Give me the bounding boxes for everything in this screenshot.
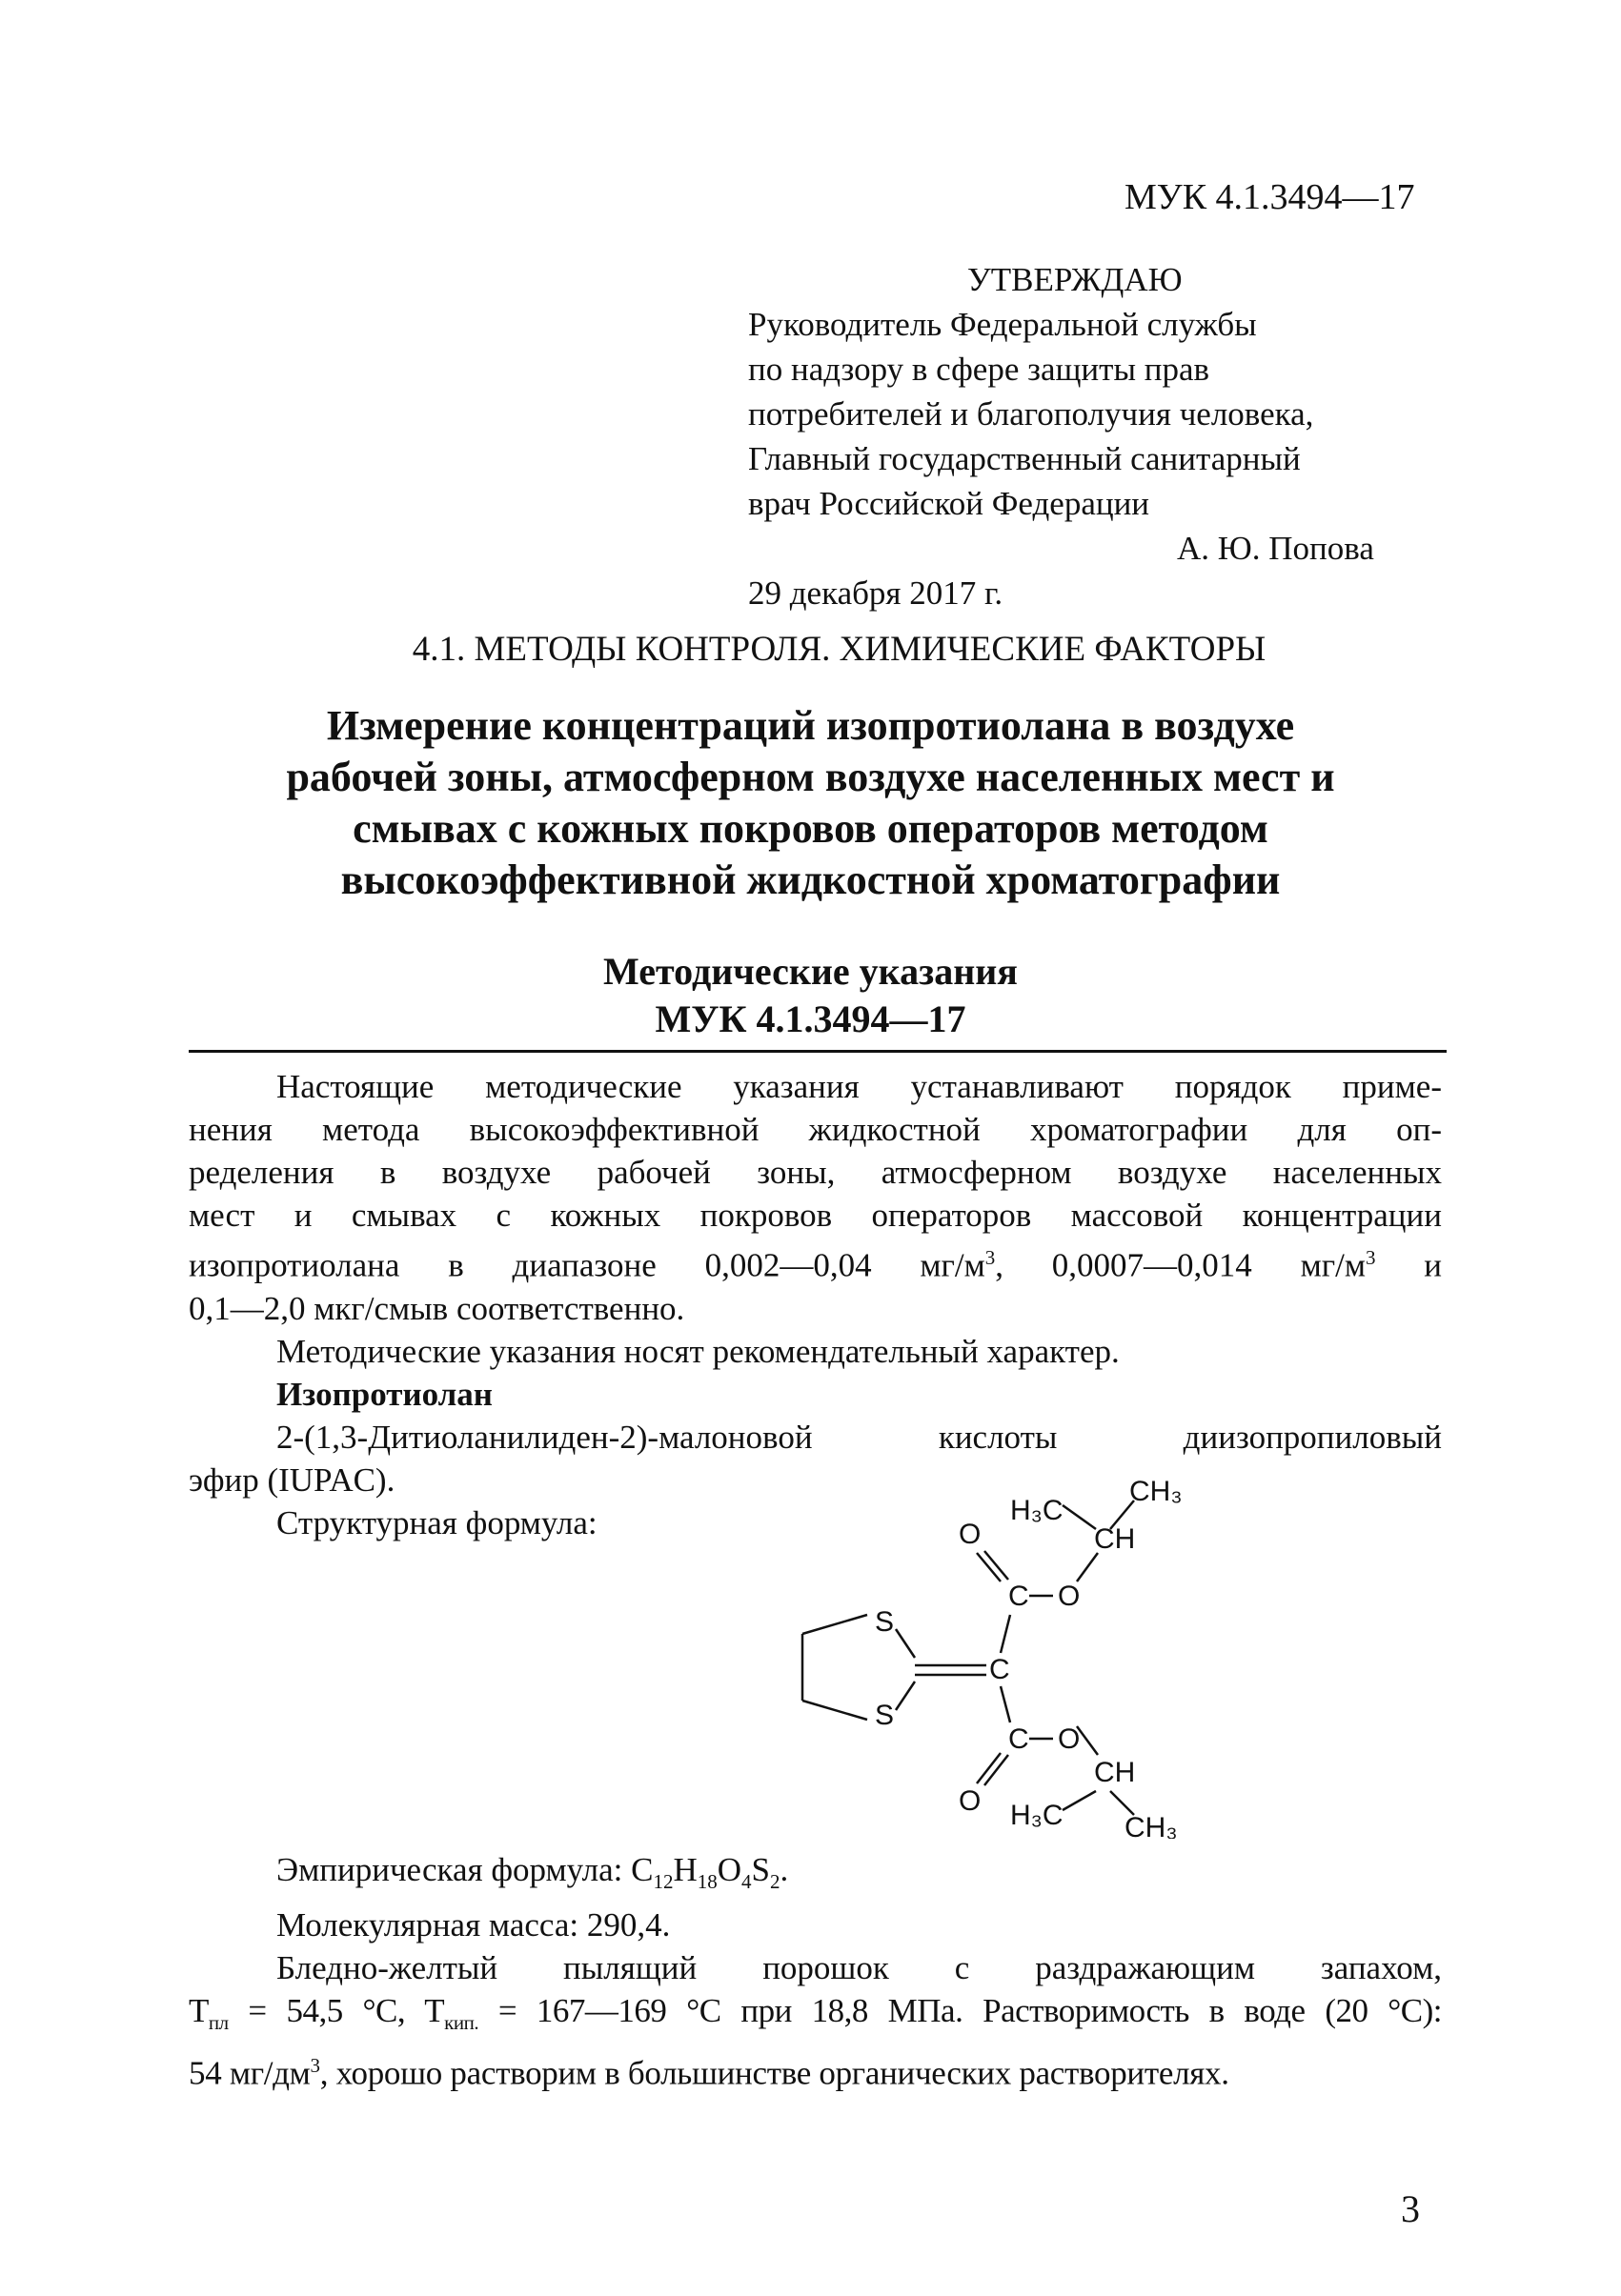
sulfur-atom: S <box>875 1606 895 1638</box>
range-text: , 0,0007—0,014 мг/м <box>995 1246 1366 1284</box>
element: H <box>673 1851 698 1888</box>
intro-paragraph <box>189 1065 1442 1544</box>
molar-mass: Молекулярная масса: 290,4. <box>276 1906 671 1944</box>
subscript: 4 <box>741 1870 752 1893</box>
oxygen-atom: O <box>1058 1581 1081 1612</box>
doc-type-block <box>191 948 1430 1043</box>
page-number: 3 <box>1401 2187 1420 2230</box>
approval-line: потребителей и благополучия человека, <box>748 395 1314 433</box>
intro-line: нения метода высокоэффективной жидкостной хроматографии для оп- <box>189 1111 1442 1148</box>
methyl-group: H₃C <box>1010 1495 1064 1526</box>
approval-line: Главный государственный санитарный <box>748 440 1301 477</box>
carbon-atom: C <box>989 1654 1010 1685</box>
methyl-group: CH₃ <box>1129 1477 1183 1507</box>
structural-formula <box>791 1477 1239 1839</box>
intro-line: ределения в воздухе рабочей зоны, атмосферном воздухе населенных <box>189 1154 1442 1191</box>
unit-superscript: 3 <box>310 2054 320 2077</box>
description-line: Бледно-желтый пылящий порошок с раздражающим запахом, <box>276 1949 1442 1986</box>
carbon-atom: C <box>1008 1723 1029 1755</box>
title-line: рабочей зоны, атмосферном воздухе населенных мест и <box>286 754 1335 800</box>
approval-date: 29 декабря 2017 г. <box>748 574 1003 612</box>
unit-superscript: 3 <box>1365 1246 1376 1269</box>
empirical-label: Эмпирическая формула: <box>276 1851 632 1888</box>
subscript: 18 <box>697 1870 718 1893</box>
range-text: и <box>1375 1246 1442 1284</box>
element: S <box>751 1851 770 1888</box>
subscript: 12 <box>653 1870 674 1893</box>
title-line: Измерение концентраций изопротиолана в воздухе <box>326 702 1295 749</box>
range-text: изопротиолана в диапазоне 0,002—0,04 мг/м <box>189 1246 985 1284</box>
title-line: смывах с кожных покровов операторов методом <box>353 805 1268 852</box>
approval-line: Руководитель Федеральной службы <box>748 306 1257 343</box>
iupac-name: 2-(1,3-Дитиоланилиден-2)-малоновой кислоты диизопропиловый <box>276 1418 1442 1456</box>
structure-label: Структурная формула: <box>276 1503 598 1541</box>
intro-line: Настоящие методические указания устанавливают порядок приме- <box>276 1068 1442 1105</box>
sulfur-atom: S <box>875 1700 895 1731</box>
oxygen-atom: O <box>959 1785 982 1817</box>
unit-superscript: 3 <box>984 1246 996 1269</box>
temp-value: = 167—169 °C при 18,8 МПа. Растворимость в воде (20 °C): <box>478 1992 1442 2029</box>
period: . <box>780 1851 789 1888</box>
properties-paragraph <box>189 1848 1442 2095</box>
recommendation-note: Методические указания носят рекомендательный характер. <box>276 1332 1120 1370</box>
intro-last-line: 0,1—2,0 мкг/смыв соответственно. <box>189 1289 685 1327</box>
double-bond <box>915 1665 986 1675</box>
approval-block <box>748 257 1374 615</box>
oxygen-atom: O <box>1058 1723 1081 1755</box>
description-line <box>189 1989 1442 2044</box>
intro-line: мест и смывах с кожных покровов операторов массовой концентрации <box>189 1197 1442 1234</box>
carbon-atom: C <box>1008 1581 1029 1612</box>
document-code: МУК 4.1.3494—17 <box>1125 177 1415 217</box>
description-line <box>189 2044 1442 2095</box>
title-line: высокоэффективной жидкостной хроматографии <box>340 856 1281 903</box>
main-title <box>191 700 1430 906</box>
section-heading: 4.1. МЕТОДЫ КОНТРОЛЯ. ХИМИЧЕСКИЕ ФАКТОРЫ <box>412 630 1266 669</box>
substance-name: Изопротиолан <box>276 1375 493 1413</box>
subscript: 2 <box>769 1870 780 1893</box>
methyl-group: H₃C <box>1010 1800 1064 1831</box>
solubility-value: 54 мг/дм <box>189 2054 311 2092</box>
temp-subscript: кип. <box>444 2011 479 2034</box>
temp-subscript: пл <box>208 2011 229 2034</box>
temp-symbol: T <box>424 1992 445 2029</box>
methyl-group: CH₃ <box>1125 1812 1178 1839</box>
ch-group: CH <box>1094 1523 1136 1555</box>
title-divider <box>189 1050 1447 1053</box>
ch-group: CH <box>1094 1757 1136 1788</box>
empirical-formula <box>189 1848 1442 1903</box>
atom-labels <box>875 1477 1183 1839</box>
doc-type-code: МУК 4.1.3494—17 <box>655 997 966 1040</box>
approval-line: по надзору в сфере защиты прав <box>748 351 1210 388</box>
oxygen-atom: O <box>959 1519 982 1550</box>
intro-range-line <box>189 1237 1442 1287</box>
solubility-text: , хорошо растворим в большинстве органических растворителях. <box>319 2054 1229 2092</box>
iupac-name-cont: эфир (IUPAC). <box>189 1460 395 1499</box>
approval-line: врач Российской Федерации <box>748 485 1150 522</box>
dithiolane-ring <box>802 1615 915 1720</box>
element: C <box>631 1851 654 1888</box>
approval-title: УТВЕРЖДАЮ <box>967 261 1183 298</box>
temp-value: = 54,5 °C, <box>228 1992 425 2029</box>
temp-symbol: T <box>189 1992 209 2029</box>
element: O <box>717 1851 742 1888</box>
doc-type-label: Методические указания <box>603 950 1018 993</box>
approval-signer: А. Ю. Попова <box>1177 530 1374 567</box>
